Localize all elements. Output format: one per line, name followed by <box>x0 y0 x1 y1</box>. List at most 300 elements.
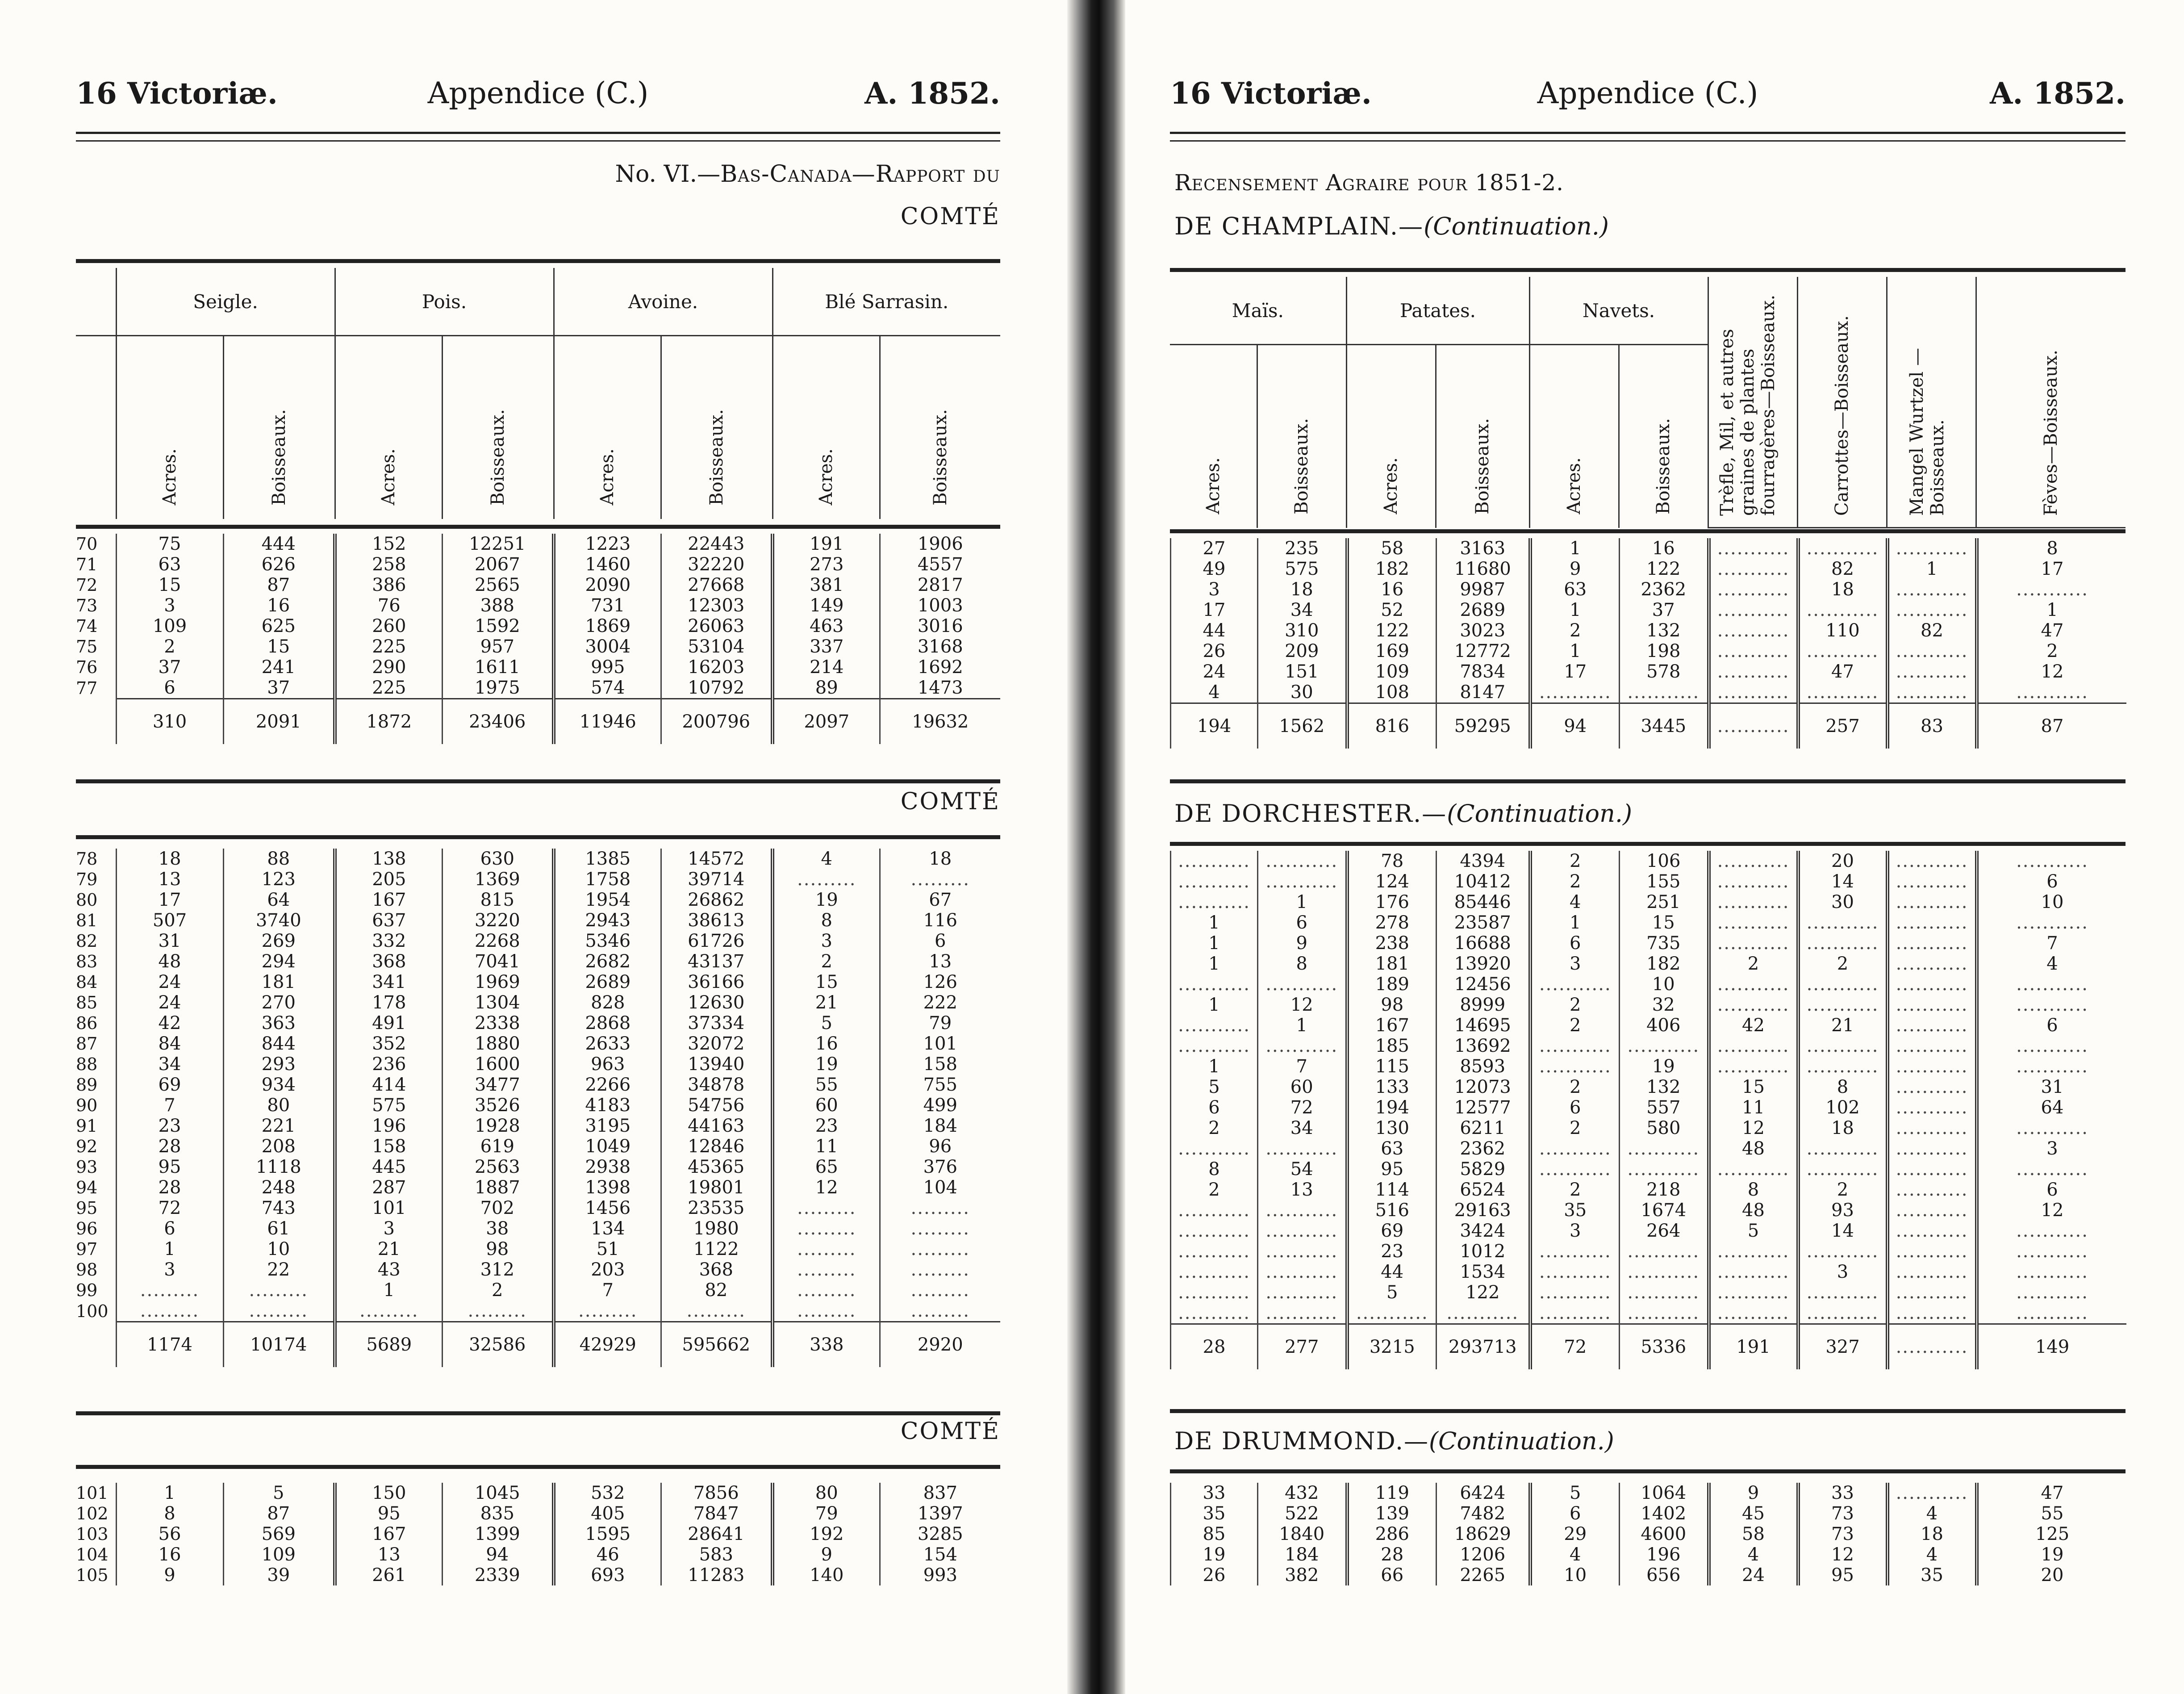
table-cell: 182 <box>1347 559 1437 579</box>
table-cell: ........... <box>1171 1015 1258 1036</box>
table-cell: 1 <box>1530 641 1620 661</box>
table-row <box>1171 1015 2126 1036</box>
row-number: 89 <box>76 1075 98 1095</box>
table-cell: 7482 <box>1437 1503 1530 1524</box>
table-cell: 26862 <box>661 890 773 910</box>
table-cell: 3 <box>1530 954 1620 974</box>
section-rule <box>76 835 1000 839</box>
section-rule <box>1170 1409 2126 1413</box>
table-row <box>76 951 1000 972</box>
census-title: Recensement Agraire pour 1851-2. <box>1174 170 1564 196</box>
table-cell: 1064 <box>1620 1483 1709 1503</box>
table-cell: ......... <box>880 1239 1000 1259</box>
table-cell: 60 <box>1258 1077 1347 1097</box>
table-cell: 3285 <box>880 1524 1000 1544</box>
table-cell: 12 <box>1977 661 2126 682</box>
table-cell: 24 <box>116 992 223 1013</box>
table-cell: 82 <box>1798 559 1888 579</box>
subheader-label: Acres. <box>1203 457 1224 514</box>
table-row <box>1171 1221 2126 1241</box>
table-cell: 23535 <box>661 1198 773 1218</box>
table-cell: 6 <box>1977 871 2126 892</box>
table-row <box>76 1054 1000 1075</box>
table-cell: 7834 <box>1437 661 1530 682</box>
table-cell: 1906 <box>880 534 1000 554</box>
table-row <box>1171 1503 2126 1524</box>
row-number: 104 <box>76 1545 109 1564</box>
table-row <box>76 1301 1000 1322</box>
right-page <box>1161 0 2126 1694</box>
table-cell: ........... <box>1888 1097 1977 1118</box>
data-table-section-1 <box>1170 538 2126 749</box>
table-cell: 192 <box>773 1524 880 1544</box>
table-cell: 363 <box>223 1013 335 1033</box>
table-cell: 155 <box>1620 871 1709 892</box>
table-cell: 3195 <box>554 1116 661 1136</box>
row-number: 76 <box>76 657 98 677</box>
section-rule <box>1170 779 2126 783</box>
table-cell: 2 <box>1530 871 1620 892</box>
table-cell: 16688 <box>1437 933 1530 954</box>
table-cell: 1980 <box>661 1218 773 1239</box>
table-cell: 1223 <box>554 534 661 554</box>
section-rule <box>76 1465 1000 1469</box>
table-cell: 32220 <box>661 554 773 575</box>
group-header: Maïs. <box>1170 277 1346 345</box>
table-cell: 72 <box>1530 1324 1620 1370</box>
table-cell: 1206 <box>1437 1544 1530 1565</box>
table-cell: 15 <box>1620 912 1709 933</box>
table-cell: 87 <box>223 1503 335 1524</box>
table-row <box>76 1013 1000 1033</box>
table-cell: ........... <box>1171 1282 1258 1303</box>
table-cell: 1 <box>1258 1015 1347 1036</box>
table-cell: ........... <box>1620 1303 1709 1324</box>
table-cell: 123 <box>223 869 335 890</box>
table-cell: 38613 <box>661 910 773 931</box>
table-cell: 2091 <box>223 699 335 745</box>
table-row <box>1171 995 2126 1015</box>
table-cell: 53104 <box>661 636 773 657</box>
table-row <box>1171 954 2126 974</box>
table-cell: 10174 <box>223 1322 335 1368</box>
table-cell: 8593 <box>1437 1056 1530 1077</box>
table-cell: ......... <box>880 1198 1000 1218</box>
table-cell: 731 <box>554 595 661 616</box>
table-cell: 18 <box>1888 1524 1977 1544</box>
table-cell: 26 <box>1171 641 1258 661</box>
table-cell: ........... <box>1620 1262 1709 1282</box>
table-cell: 55 <box>1977 1503 2126 1524</box>
table-cell: 101 <box>335 1198 442 1218</box>
table-cell: ........... <box>1798 538 1888 559</box>
table-cell: 3016 <box>880 616 1000 636</box>
subheader-cell <box>1170 345 1257 528</box>
table-cell: 293 <box>223 1054 335 1075</box>
table-cell: 4 <box>1171 682 1258 703</box>
table-row <box>1171 851 2126 871</box>
table-cell: 619 <box>442 1136 554 1157</box>
table-cell: 44 <box>1171 620 1258 641</box>
table-cell: ........... <box>1977 682 2126 703</box>
table-cell: ......... <box>880 1218 1000 1239</box>
table-cell: ........... <box>1171 1241 1258 1262</box>
table-cell: 1012 <box>1437 1241 1530 1262</box>
table-cell: 23406 <box>442 699 554 745</box>
table-cell: 507 <box>116 910 223 931</box>
table-cell: 18 <box>116 849 223 869</box>
table-cell: 108 <box>1347 682 1437 703</box>
table-cell: 125 <box>1977 1524 2126 1544</box>
table-cell: 2 <box>1977 641 2126 661</box>
table-cell: 9 <box>773 1544 880 1565</box>
table-cell: ........... <box>1709 538 1798 559</box>
table-cell: 235 <box>1258 538 1347 559</box>
table-cell: 12 <box>1258 995 1347 1015</box>
data-table-section-3 <box>1170 1483 2126 1585</box>
table-top-rule <box>1170 268 2126 272</box>
table-cell: 34878 <box>661 1075 773 1095</box>
subheader-cell <box>223 336 335 519</box>
header-year: A. 1852. <box>864 76 1000 111</box>
table-cell: 64 <box>1977 1097 2126 1118</box>
table-cell: 194 <box>1347 1097 1437 1118</box>
section-rule <box>76 1411 1000 1415</box>
header-session: 16 Victoriæ. <box>76 76 278 111</box>
subheader-label: Acres. <box>378 448 399 506</box>
table-cell: 7 <box>116 1095 223 1116</box>
table-cell: 94 <box>442 1544 554 1565</box>
table-cell: 6424 <box>1437 1483 1530 1503</box>
table-cell: 6 <box>1530 1503 1620 1524</box>
table-cell: 16 <box>116 1544 223 1565</box>
table-cell: 7847 <box>661 1503 773 1524</box>
table-cell: 80 <box>773 1483 880 1503</box>
table-cell: 196 <box>1620 1544 1709 1565</box>
table-cell: 58 <box>1709 1524 1798 1544</box>
table-cell: 33 <box>1171 1483 1258 1503</box>
table-cell: 3 <box>1530 1221 1620 1241</box>
table-cell: 52 <box>1347 600 1437 620</box>
table-cell: 816 <box>1347 703 1437 749</box>
table-cell: ......... <box>773 869 880 890</box>
table-cell: 1118 <box>223 1157 335 1177</box>
table-cell: 109 <box>223 1544 335 1565</box>
table-cell: 33 <box>1798 1483 1888 1503</box>
header-session: 16 Victoriæ. <box>1170 76 1372 111</box>
table-row <box>76 890 1000 910</box>
group-header: Patates. <box>1346 277 1529 345</box>
data-table-section-2 <box>76 849 1000 1367</box>
row-number: 71 <box>76 555 98 574</box>
table-cell: 27 <box>1171 538 1258 559</box>
table-cell: 13 <box>1258 1180 1347 1200</box>
data-table-section-1 <box>76 534 1000 744</box>
table-cell: 13 <box>880 951 1000 972</box>
table-cell: 22 <box>223 1259 335 1280</box>
table-cell: 8 <box>1709 1180 1798 1200</box>
row-number: 95 <box>76 1198 98 1218</box>
table-cell: 58 <box>1347 538 1437 559</box>
table-cell: 15 <box>1709 1077 1798 1097</box>
table-cell: 2 <box>1530 1015 1620 1036</box>
table-cell: 45365 <box>661 1157 773 1177</box>
header-year: A. 1852. <box>1990 76 2126 111</box>
table-cell: ........... <box>1709 703 1798 749</box>
row-number: 75 <box>76 637 98 657</box>
table-cell: ........... <box>1709 871 1798 892</box>
table-cell: 85446 <box>1437 892 1530 912</box>
table-cell: 2943 <box>554 910 661 931</box>
table-cell: 557 <box>1620 1097 1709 1118</box>
table-row <box>76 1239 1000 1259</box>
table-cell: 1 <box>1171 933 1258 954</box>
table-cell: 34 <box>1258 1118 1347 1138</box>
table-cell: 2339 <box>442 1565 554 1585</box>
table-cell: 3740 <box>223 910 335 931</box>
table-cell: 1562 <box>1258 703 1347 749</box>
table-cell: 286 <box>1347 1524 1437 1544</box>
table-cell: 42 <box>116 1013 223 1033</box>
table-cell: 16 <box>1620 538 1709 559</box>
table-cell: ........... <box>1709 933 1798 954</box>
table-cell: 19632 <box>880 699 1000 745</box>
table-cell: 6 <box>1977 1180 2126 1200</box>
table-cell: 3220 <box>442 910 554 931</box>
table-cell: 2 <box>1530 620 1620 641</box>
table-cell: 133 <box>1347 1077 1437 1097</box>
table-cell: 844 <box>223 1033 335 1054</box>
table-row <box>76 534 1000 554</box>
table-cell: 95 <box>1347 1159 1437 1180</box>
row-number: 90 <box>76 1096 98 1115</box>
table-cell: 1758 <box>554 869 661 890</box>
table-cell: 94 <box>1530 703 1620 749</box>
table-cell: 2689 <box>554 972 661 992</box>
subheader-label: Boisseaux. <box>1653 418 1674 514</box>
table-cell: 181 <box>1347 954 1437 974</box>
table-cell: 1 <box>1171 995 1258 1015</box>
table-cell: 8 <box>1798 1077 1888 1097</box>
table-cell: 251 <box>1620 892 1709 912</box>
table-cell: ........... <box>1709 1282 1798 1303</box>
table-cell: 1174 <box>116 1322 223 1368</box>
table-cell: ......... <box>442 1301 554 1322</box>
table-cell: ........... <box>1530 1159 1620 1180</box>
table-cell: 6 <box>116 1218 223 1239</box>
table-cell: 5829 <box>1437 1159 1530 1180</box>
table-cell: 6 <box>880 931 1000 951</box>
table-cell: 45 <box>1709 1503 1798 1524</box>
table-cell: ........... <box>1171 892 1258 912</box>
table-cell: 2 <box>1530 1180 1620 1200</box>
table-cell: 15 <box>116 575 223 595</box>
table-cell: 182 <box>1620 954 1709 974</box>
table-cell: 368 <box>661 1259 773 1280</box>
subheader-label: Boisseaux. <box>706 409 727 506</box>
table-cell: 8147 <box>1437 682 1530 703</box>
table-cell: 104 <box>880 1177 1000 1198</box>
table-cell: 11946 <box>554 699 661 745</box>
table-cell: 76 <box>335 595 442 616</box>
table-cell: 1 <box>116 1483 223 1503</box>
table-cell: 2563 <box>442 1157 554 1177</box>
table-row <box>1171 1056 2126 1077</box>
table-cell: 432 <box>1258 1483 1347 1503</box>
table-row <box>1171 1262 2126 1282</box>
table-cell: ........... <box>1709 974 1798 995</box>
table-cell: 6 <box>1171 1097 1258 1118</box>
table-cell: 625 <box>223 616 335 636</box>
table-cell: 290 <box>335 657 442 678</box>
table-cell: ........... <box>1888 1282 1977 1303</box>
table-cell: 12456 <box>1437 974 1530 995</box>
table-row <box>1171 1565 2126 1585</box>
table-cell: 34 <box>116 1054 223 1075</box>
table-cell: 31 <box>116 931 223 951</box>
table-cell: 7856 <box>661 1483 773 1503</box>
table-cell: 463 <box>773 616 880 636</box>
table-cell: 257 <box>1798 703 1888 749</box>
table-cell: 693 <box>554 1565 661 1585</box>
table-cell: 44 <box>1347 1262 1437 1282</box>
table-cell: 21 <box>1798 1015 1888 1036</box>
table-cell: 138 <box>335 849 442 869</box>
table-cell: 167 <box>335 1524 442 1544</box>
subheader-cell <box>1529 345 1619 528</box>
table-cell: 87 <box>223 575 335 595</box>
table-cell: 2 <box>116 636 223 657</box>
table-cell: 4 <box>1977 954 2126 974</box>
table-cell: 12303 <box>661 595 773 616</box>
table-cell: 532 <box>554 1483 661 1503</box>
table-cell: ........... <box>1888 1241 1977 1262</box>
table-row <box>76 554 1000 575</box>
table-cell: 3 <box>1798 1262 1888 1282</box>
table-cell: ........... <box>1977 1118 2126 1138</box>
table-row <box>76 1177 1000 1198</box>
table-cell: 1954 <box>554 890 661 910</box>
table-cell: 149 <box>773 595 880 616</box>
table-cell: 12846 <box>661 1136 773 1157</box>
table-cell: ........... <box>1977 1241 2126 1262</box>
table-cell: 261 <box>335 1565 442 1585</box>
table-cell: ........... <box>1171 974 1258 995</box>
table-row <box>1171 1544 2126 1565</box>
table-cell: 119 <box>1347 1483 1437 1503</box>
table-cell: ........... <box>1171 1221 1258 1241</box>
table-cell: ........... <box>1258 851 1347 871</box>
table-cell: 32586 <box>442 1322 554 1368</box>
table-cell: 43 <box>335 1259 442 1280</box>
table-cell: ........... <box>1888 892 1977 912</box>
table-cell: 20 <box>1977 1565 2126 1585</box>
table-cell: 30 <box>1258 682 1347 703</box>
table-cell: 28 <box>1347 1544 1437 1565</box>
table-cell: 31 <box>1977 1077 2126 1097</box>
table-cell: ........... <box>1798 1159 1888 1180</box>
table-cell: 16203 <box>661 657 773 678</box>
table-cell: ........... <box>1709 620 1798 641</box>
table-cell: 1 <box>335 1280 442 1301</box>
table-cell: 96 <box>880 1136 1000 1157</box>
table-cell: ........... <box>1888 1483 1977 1503</box>
table-cell: 8 <box>1258 954 1347 974</box>
table-cell: 79 <box>773 1503 880 1524</box>
row-number: 86 <box>76 1013 98 1033</box>
table-cell: 12073 <box>1437 1077 1530 1097</box>
table-cell: 269 <box>223 931 335 951</box>
table-cell: 42 <box>1709 1015 1798 1036</box>
table-cell: ......... <box>880 1280 1000 1301</box>
table-cell: 63 <box>116 554 223 575</box>
section-rule <box>1170 1469 2126 1473</box>
table-cell: 1969 <box>442 972 554 992</box>
table-cell: 27668 <box>661 575 773 595</box>
table-cell: 28 <box>1171 1324 1258 1370</box>
table-cell: 8 <box>1171 1159 1258 1180</box>
table-cell: 1 <box>1530 600 1620 620</box>
table-cell: ........... <box>1798 1056 1888 1077</box>
table-cell: 3477 <box>442 1075 554 1095</box>
table-cell: 238 <box>1347 933 1437 954</box>
table-row <box>1171 620 2126 641</box>
column-header <box>1170 277 2126 528</box>
table-cell: ......... <box>773 1239 880 1259</box>
table-cell: 287 <box>335 1177 442 1198</box>
table-cell: 569 <box>223 1524 335 1544</box>
table-cell: 1369 <box>442 869 554 890</box>
table-cell: 1122 <box>661 1239 773 1259</box>
group-header: Avoine. <box>554 268 773 336</box>
table-cell: ......... <box>223 1301 335 1322</box>
table-cell: 3168 <box>880 636 1000 657</box>
table-cell: ........... <box>1709 661 1798 682</box>
table-cell: ........... <box>1258 1282 1347 1303</box>
table-cell: 12577 <box>1437 1097 1530 1118</box>
table-cell: 15 <box>223 636 335 657</box>
table-cell: 835 <box>442 1503 554 1524</box>
table-cell: 7 <box>554 1280 661 1301</box>
table-cell: ........... <box>1798 1241 1888 1262</box>
table-cell: 14695 <box>1437 1015 1530 1036</box>
table-cell: ........... <box>1709 892 1798 912</box>
table-cell: 1 <box>1171 1056 1258 1077</box>
table-cell: 388 <box>442 595 554 616</box>
table-cell: 522 <box>1258 1503 1347 1524</box>
table-cell: 19801 <box>661 1177 773 1198</box>
table-cell: 3 <box>1171 579 1258 600</box>
table-cell: 8999 <box>1437 995 1530 1015</box>
table-cell: 341 <box>335 972 442 992</box>
table-cell: ......... <box>223 1280 335 1301</box>
table-cell: 9 <box>1709 1483 1798 1503</box>
row-number: 100 <box>76 1301 109 1321</box>
table-cell: 35 <box>1171 1503 1258 1524</box>
table-cell: 72 <box>116 1198 223 1218</box>
table-cell: ........... <box>1798 1138 1888 1159</box>
table-cell: 109 <box>116 616 223 636</box>
table-cell: 2 <box>442 1280 554 1301</box>
table-cell: ........... <box>1977 1056 2126 1077</box>
left-page <box>67 0 1000 1694</box>
table-cell: 167 <box>335 890 442 910</box>
table-cell: 1692 <box>880 657 1000 678</box>
table-row <box>76 849 1000 869</box>
table-cell: 1 <box>116 1239 223 1259</box>
table-cell: 98 <box>442 1239 554 1259</box>
table-cell: 14572 <box>661 849 773 869</box>
